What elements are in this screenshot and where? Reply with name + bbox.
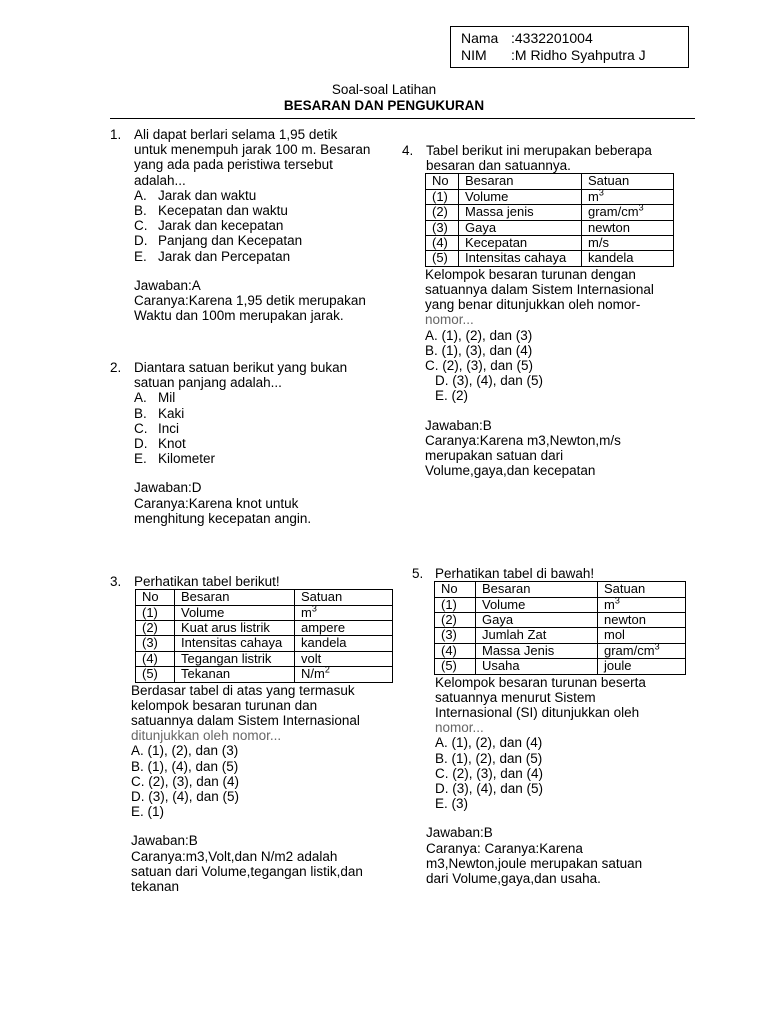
- page-title: Soal-soal Latihan: [331, 82, 437, 97]
- text: A.: [134, 390, 147, 406]
- table-cell: ampere: [295, 621, 393, 636]
- table-cell: (4): [435, 643, 476, 658]
- option-d: [134, 436, 390, 451]
- question-1: [110, 127, 390, 323]
- table-cell: (4): [426, 236, 459, 251]
- table-cell: Intensitas cahaya: [459, 251, 582, 266]
- explanation: Waktu dan 100m merupakan jarak.: [134, 308, 344, 324]
- text: D.: [134, 233, 148, 249]
- table-cell: Tegangan listrik: [175, 651, 295, 666]
- text: Jarak dan kecepatan: [158, 218, 284, 234]
- superscript: 3: [614, 595, 620, 606]
- question-text: satuannya dalam Sistem Internasional: [425, 282, 654, 298]
- data-table: [425, 173, 674, 266]
- table-cell: Satuan: [295, 590, 393, 605]
- explanation: satuan dari Volume,tegangan listik,dan: [131, 863, 363, 879]
- table-cell: (5): [136, 667, 175, 682]
- table-row: [426, 251, 674, 266]
- question-text: Perhatikan tabel di bawah!: [435, 566, 595, 581]
- text: Panjang dan Kecepatan: [158, 233, 303, 249]
- table-cell: (5): [435, 659, 476, 674]
- explanation: Caranya:m3,Volt,dan N/m2 adalah: [131, 848, 338, 864]
- option-a: A. (1), (2), dan (3): [131, 743, 239, 759]
- table-cell: Volume: [476, 597, 598, 612]
- question-text: Ali dapat berlari selama 1,95 detik: [134, 127, 338, 142]
- table-cell: newton: [582, 220, 674, 235]
- question-number: 1.: [110, 127, 122, 142]
- option-e: E. (1): [131, 804, 165, 820]
- table-row: [136, 651, 393, 666]
- table-cell: Gaya: [476, 613, 598, 628]
- option-c: C. (2), (3), dan (4): [131, 773, 240, 789]
- explanation: merupakan satuan dari: [425, 448, 564, 464]
- table-cell: Gaya: [459, 220, 582, 235]
- explanation: Caranya: Caranya:Karena: [426, 840, 583, 856]
- question-5: [412, 566, 712, 886]
- table-cell: (2): [426, 205, 459, 220]
- table-cell: Kuat arus listrik: [175, 621, 295, 636]
- text: Inci: [158, 420, 180, 436]
- question-4: [402, 143, 702, 478]
- explanation: Caranya:Karena knot untuk: [134, 495, 299, 511]
- table-cell: (5): [426, 251, 459, 266]
- table-cell: Satuan: [582, 174, 674, 189]
- option-c: [134, 421, 390, 436]
- table-cell: Jumlah Zat: [476, 628, 598, 643]
- table-cell: $m^3$: [582, 189, 674, 204]
- table-row: [435, 613, 686, 628]
- table-cell: Massa Jenis: [476, 643, 598, 658]
- table-cell: volt: [295, 651, 393, 666]
- question-text: satuannya dalam Sistem Internasional: [131, 713, 360, 729]
- option-b: [134, 203, 390, 218]
- table-row: [426, 220, 674, 235]
- question-text: kelompok besaran turunan dan: [131, 697, 318, 713]
- table-row: [426, 205, 674, 220]
- table-row: [435, 659, 686, 674]
- nim-label: NIM: [461, 47, 487, 63]
- nama-value: :4332201004: [511, 30, 593, 46]
- table-cell: (1): [136, 605, 175, 620]
- answer: Jawaban:B: [425, 417, 492, 433]
- text: Kaki: [158, 405, 185, 421]
- table-row: [426, 189, 674, 204]
- option-b: B. (1), (2), dan (5): [435, 750, 543, 766]
- answer: Jawaban:D: [134, 480, 202, 496]
- explanation: dari Volume,gaya,dan usaha.: [426, 871, 601, 887]
- answer: Jawaban:A: [134, 277, 201, 293]
- explanation: tekanan: [131, 879, 180, 895]
- table-cell: kandela: [295, 636, 393, 651]
- table-cell: $m^3$: [598, 597, 686, 612]
- table-cell: Besaran: [476, 582, 598, 597]
- question-text: Berdasar tabel di atas yang termasuk: [131, 682, 355, 698]
- text: Knot: [158, 436, 186, 452]
- table-cell: Tekanan: [175, 667, 295, 682]
- question-number: 2.: [110, 360, 122, 375]
- identity-box: [450, 26, 689, 68]
- question-text: yang ada pada peristiwa tersebut: [134, 157, 333, 173]
- question-text: satuannya menurut Sistem: [435, 689, 596, 705]
- superscript: 3: [638, 202, 644, 213]
- table-row: [426, 174, 674, 189]
- question-text: Internasional (SI) ditunjukkan oleh: [435, 705, 640, 721]
- table-row: [136, 667, 393, 682]
- option-c: C. (2), (3), dan (5): [425, 358, 534, 374]
- table-cell: newton: [598, 613, 686, 628]
- option-c: C. (2), (3), dan (4): [435, 765, 544, 781]
- text: E.: [134, 248, 147, 264]
- table-row: [435, 628, 686, 643]
- question-text: Kelompok besaran turunan beserta: [435, 674, 646, 690]
- question-text: Diantara satuan berikut yang bukan: [134, 360, 348, 375]
- superscript: 3: [654, 641, 660, 652]
- question-text: satuan panjang adalah...: [134, 375, 282, 391]
- option-e: [134, 249, 390, 264]
- option-b: B. (1), (4), dan (5): [131, 758, 239, 774]
- table-cell: No: [136, 590, 175, 605]
- question-text: adalah...: [134, 172, 186, 188]
- question-text: yang benar ditunjukkan oleh nomor-: [425, 297, 641, 313]
- table-cell: (3): [426, 220, 459, 235]
- table-cell: Besaran: [175, 590, 295, 605]
- table-row: [435, 597, 686, 612]
- title-rule: [110, 118, 695, 119]
- table-row: [136, 621, 393, 636]
- data-table: [434, 581, 686, 674]
- table-cell: Volume: [175, 605, 295, 620]
- option-e: [134, 451, 390, 466]
- table-cell: Kecepatan: [459, 236, 582, 251]
- table-cell: (3): [136, 636, 175, 651]
- question-number: 4.: [402, 143, 414, 158]
- question-number: 3.: [110, 574, 122, 589]
- text: C.: [134, 420, 148, 436]
- nim-value: :M Ridho Syahputra J: [511, 47, 646, 63]
- superscript: 3: [311, 603, 317, 614]
- table-cell: (2): [435, 613, 476, 628]
- table-cell: (3): [435, 628, 476, 643]
- option-a: A. (1), (2), dan (3): [425, 327, 533, 343]
- table-cell: No: [426, 174, 459, 189]
- text: Kecepatan dan waktu: [158, 203, 288, 219]
- answer: Jawaban:B: [426, 825, 493, 841]
- question-2: [110, 360, 390, 526]
- data-table: [135, 589, 393, 682]
- question-text: Kelompok besaran turunan dengan: [425, 266, 636, 282]
- option-a: [134, 188, 390, 203]
- table-cell: joule: [598, 659, 686, 674]
- explanation: m3,Newton,joule merupakan satuan: [426, 855, 643, 871]
- table-cell: gram/$cm^3$: [582, 205, 674, 220]
- table-row: [435, 582, 686, 597]
- table-cell: No: [435, 582, 476, 597]
- option-e: E. (2): [435, 388, 469, 404]
- option-b: [134, 406, 390, 421]
- table-cell: Massa jenis: [459, 205, 582, 220]
- question-text: untuk menempuh jarak 100 m. Besaran: [134, 142, 371, 158]
- question-3: [110, 574, 400, 894]
- table-row: [136, 590, 393, 605]
- text: A.: [134, 187, 147, 203]
- text: D.: [134, 436, 148, 452]
- text: E.: [134, 451, 147, 467]
- explanation: Volume,gaya,dan kecepatan: [425, 463, 596, 479]
- text: Jarak dan waktu: [158, 187, 257, 203]
- question-number: 5.: [412, 566, 424, 581]
- table-cell: Usaha: [476, 659, 598, 674]
- option-c: [134, 218, 390, 233]
- table-cell: (2): [136, 621, 175, 636]
- table-cell: Besaran: [459, 174, 582, 189]
- question-text: Tabel berikut ini merupakan beberapa: [426, 143, 652, 158]
- option-d: D. (3), (4), dan (5): [435, 373, 544, 389]
- table-cell: $m^3$: [295, 605, 393, 620]
- table-row: [426, 236, 674, 251]
- text: C.: [134, 218, 148, 234]
- table-cell: Satuan: [598, 582, 686, 597]
- question-text: nomor...: [425, 312, 474, 328]
- option-a: A. (1), (2), dan (4): [435, 735, 543, 751]
- table-cell: m/s: [582, 236, 674, 251]
- text: Kilometer: [158, 451, 216, 467]
- table-cell: gram/$cm^3$: [598, 643, 686, 658]
- table-cell: (1): [426, 189, 459, 204]
- superscript: 3: [598, 187, 604, 198]
- option-d: [134, 233, 390, 248]
- text: Mil: [158, 390, 176, 406]
- question-text: Perhatikan tabel berikut!: [134, 574, 280, 589]
- answer: Jawaban:B: [131, 833, 198, 849]
- table-cell: (1): [435, 597, 476, 612]
- table-row: [136, 605, 393, 620]
- explanation: Caranya:Karena 1,95 detik merupakan: [134, 293, 366, 309]
- table-cell: kandela: [582, 251, 674, 266]
- table-row: [136, 636, 393, 651]
- explanation: menghitung kecepatan angin.: [134, 510, 312, 526]
- text: Jarak dan Percepatan: [158, 248, 291, 264]
- question-text: ditunjukkan oleh nomor...: [131, 728, 282, 744]
- table-row: [435, 643, 686, 658]
- option-d: D. (3), (4), dan (5): [131, 789, 240, 805]
- option-b: B. (1), (3), dan (4): [425, 342, 533, 358]
- option-d: D. (3), (4), dan (5): [435, 781, 544, 797]
- explanation: Caranya:Karena m3,Newton,m/s: [425, 432, 621, 448]
- option-e: E. (3): [435, 796, 469, 812]
- nama-label: Nama: [461, 30, 499, 46]
- table-cell: mol: [598, 628, 686, 643]
- table-cell: Volume: [459, 189, 582, 204]
- text: B.: [134, 405, 147, 421]
- table-cell: Intensitas cahaya: [175, 636, 295, 651]
- question-text: besaran dan satuannya.: [426, 158, 571, 174]
- question-text: nomor...: [435, 720, 484, 736]
- superscript: 2: [324, 664, 330, 675]
- page-subtitle: BESARAN DAN PENGUKURAN: [283, 98, 485, 113]
- text: B.: [134, 203, 147, 219]
- table-cell: (4): [136, 651, 175, 666]
- option-a: [134, 390, 390, 405]
- table-cell: $N/m^2$: [295, 667, 393, 682]
